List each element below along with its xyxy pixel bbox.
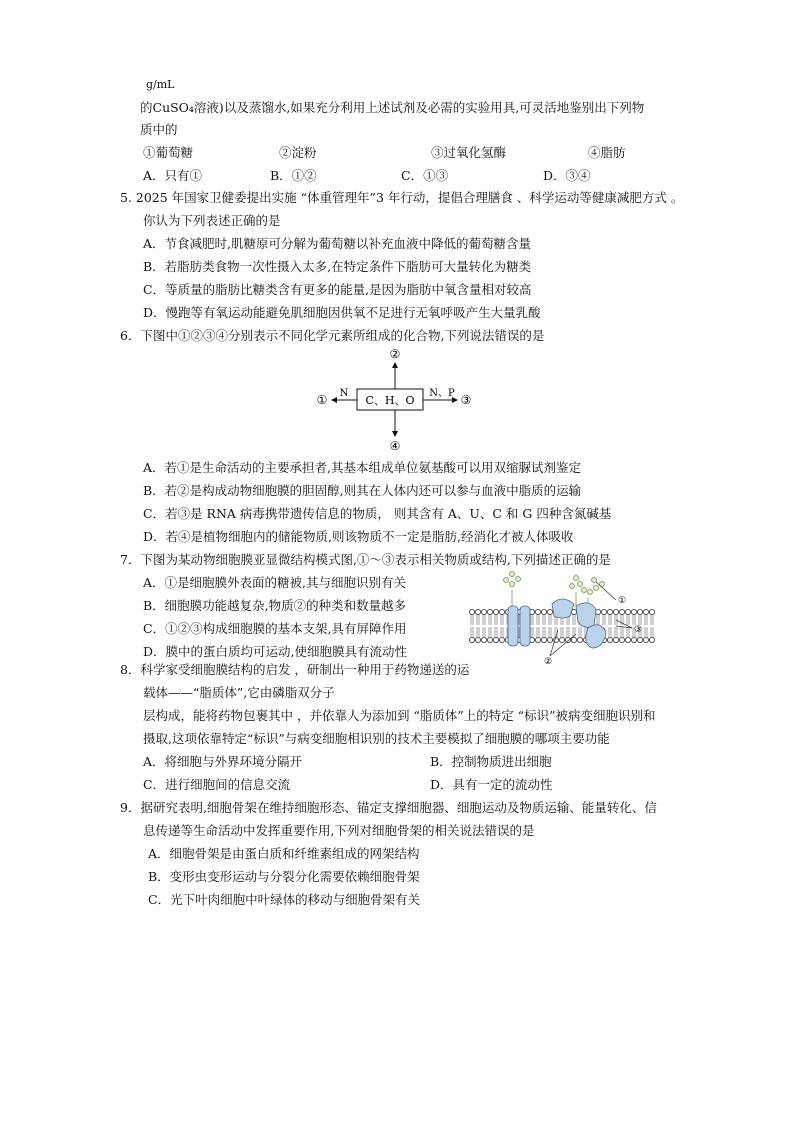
q9-line2: 息传递等生命活动中发挥重要作用,下列对细胞骨架的相关说法错误的是	[143, 823, 535, 838]
phospholipid-head-bottom	[487, 637, 492, 642]
center-label: C、H、O	[365, 394, 415, 407]
q4-item-3: ③过氧化氢酶	[431, 145, 507, 160]
q5-option-c: C．等质量的脂肪比糖类含有更多的能量,是因为脂肪中氧含量相对较高	[143, 282, 532, 297]
phospholipid-head-top	[607, 609, 612, 614]
q4-item-1: ①葡萄糖	[143, 145, 194, 160]
q5-option-b: B．若脂肪类食物一次性摄入太多,在特定条件下脂肪可大量转化为糖类	[143, 259, 532, 274]
q4-item-2: ②淀粉	[279, 145, 317, 160]
phospholipid-head-top	[619, 609, 624, 614]
phospholipid-head-bottom	[619, 637, 624, 642]
label-right-np: N、P	[429, 388, 455, 399]
phospholipid-head-top	[481, 609, 486, 614]
q6-element-diagram	[300, 345, 500, 457]
phospholipid-head-bottom	[475, 637, 480, 642]
q8-option-a: A．将细胞与外界环境分隔开	[143, 754, 303, 769]
node-bottom: ④	[389, 439, 401, 453]
q7-option-a: A．①是细胞膜外表面的糖被,其与细胞识别有关	[143, 575, 407, 590]
q8-line1: 8．科学家受细胞膜结构的启发 ，研制出一种用于药物递送的运	[120, 662, 470, 677]
phospholipid-head-top	[469, 609, 474, 614]
q9-option-a: A．细胞骨架是由蛋白质和纤维素组成的网架结构	[148, 846, 420, 861]
phospholipid-head-bottom	[565, 637, 570, 642]
q8-line2: 载体——“脂质体”,它由磷脂双分子	[143, 685, 335, 700]
phospholipid-head-bottom	[625, 637, 630, 642]
phospholipid-head-top	[535, 609, 540, 614]
phospholipid-head-bottom	[631, 637, 636, 642]
phospholipid-head-top	[625, 609, 630, 614]
q6-option-d: D．若④是植物细胞内的储能物质,则该物质不一定是脂肪,经消化才被人体吸收	[143, 529, 574, 544]
q6-option-b: B．若②是构成动物细胞膜的胆固醇,则其在人体内还可以参与血液中脂质的运输	[143, 483, 582, 498]
q4-option-b: B．①②	[270, 168, 317, 183]
phospholipid-head-bottom	[643, 637, 648, 642]
membrane-diagram	[466, 570, 666, 666]
q4-item-4: ④脂肪	[588, 145, 626, 160]
phospholipid-head-bottom	[613, 637, 618, 642]
membrane-label-2: ②	[544, 657, 553, 666]
q5-stem-2: 你认为下列表述正确的是	[143, 213, 281, 228]
membrane-label-3: ③	[634, 625, 643, 635]
q7-option-d: D．膜中的蛋白质均可运动,使细胞膜具有流动性	[143, 644, 407, 659]
phospholipid-head-top	[541, 609, 546, 614]
node-top: ②	[389, 347, 401, 361]
phospholipid-head-top	[475, 609, 480, 614]
phospholipid-head-top	[637, 609, 642, 614]
phospholipid-head-bottom	[499, 637, 504, 642]
q7-option-b: B．细胞膜功能越复杂,物质②的种类和数量越多	[143, 598, 407, 613]
phospholipid-head-top	[547, 609, 552, 614]
phospholipid-head-top	[499, 609, 504, 614]
phospholipid-head-top	[613, 609, 618, 614]
q7-stem: 7．下图为某动物细胞膜亚显微结构模式图,①～③表示相关物质或结构,下列描述正确的是	[120, 552, 611, 567]
membrane-label-1: ①	[618, 596, 627, 606]
q7-option-c: C．①②③构成细胞膜的基本支架,具有屏障作用	[143, 621, 407, 636]
q5-stem-1: 5. 2025 年国家卫健委提出实施 “体重管理年”3 年行动，提倡合理膳食 、科学运动等健康减肥方式 。	[120, 190, 684, 205]
phospholipid-head-top	[631, 609, 636, 614]
phospholipid-head-top	[643, 609, 648, 614]
phospholipid-head-bottom	[493, 637, 498, 642]
q5-option-d: D．慢跑等有氧运动能避免肌细胞因供氧不足进行无氧呼吸产生大量乳酸	[143, 305, 541, 320]
q4-option-d: D．③④	[543, 168, 591, 183]
phospholipid-head-bottom	[649, 637, 654, 642]
phospholipid-head-bottom	[559, 637, 564, 642]
phospholipid-head-bottom	[637, 637, 642, 642]
q8-option-c: C．进行细胞间的信息交流	[143, 777, 291, 792]
phospholipid-head-bottom	[577, 637, 582, 642]
q4-line1: 的CuSO₄溶液)以及蒸馏水,如果充分利用上述试剂及必需的实验用具,可灵活地鉴别出下列物	[140, 100, 645, 115]
phospholipid-head-bottom	[481, 637, 486, 642]
q4-line2: 质中的	[140, 122, 178, 137]
q5-option-a: A．节食减肥时,肌糖原可分解为葡萄糖以补充血液中降低的葡萄糖含量	[143, 236, 532, 251]
q8-line4: 摄取,这项依靠特定“标识”与病变细胞相识别的技术主要模拟了细胞膜的哪项主要功能	[143, 731, 610, 746]
phospholipid-head-bottom	[607, 637, 612, 642]
q9-option-b: B．变形虫变形运动与分裂分化需要依赖细胞骨架	[148, 869, 420, 884]
q6-option-a: A．若①是生命活动的主要承担者,其基本组成单位氨基酸可以用双缩脲试剂鉴定	[143, 460, 582, 475]
q8-option-b: B．控制物质进出细胞	[430, 754, 552, 769]
q4-option-c: C．①③	[401, 168, 449, 183]
q9-option-c: C．光下叶肉细胞中叶绿体的移动与细胞骨架有关	[148, 892, 421, 907]
phospholipid-head-bottom	[535, 637, 540, 642]
q4-unit: g/mL	[146, 78, 175, 91]
phospholipid-head-top	[493, 609, 498, 614]
q9-line1: 9．据研究表明,细胞骨架在维持细胞形态、锚定支撑细胞器、细胞运动及物质运输、能量转化、信	[120, 800, 657, 815]
node-right: ③	[460, 393, 472, 407]
node-left: ①	[316, 393, 328, 407]
phospholipid-head-top	[601, 609, 606, 614]
phospholipid-head-bottom	[571, 637, 576, 642]
phospholipid-head-top	[649, 609, 654, 614]
phospholipid-head-top	[487, 609, 492, 614]
q4-option-a: A．只有①	[143, 168, 203, 183]
q8-line3: 层构成，能将药物包裹其中 ，并依靠人为添加到 “脂质体”上的特定 “标识”被病变细胞识别和	[143, 708, 656, 723]
phospholipid-head-bottom	[469, 637, 474, 642]
q6-option-c: C．若③是 RNA 病毒携带遗传信息的物质， 则其含有 A、U、C 和 G 四种含氮碱基	[143, 506, 612, 521]
phospholipid-head-bottom	[547, 637, 552, 642]
q8-option-d: D．具有一定的流动性	[430, 777, 553, 792]
q6-stem: 6．下图中①②③④分别表示不同化学元素所组成的化合物,下列说法错误的是	[120, 328, 545, 343]
label-left-n: N	[339, 388, 349, 399]
phospholipid-head-bottom	[541, 637, 546, 642]
